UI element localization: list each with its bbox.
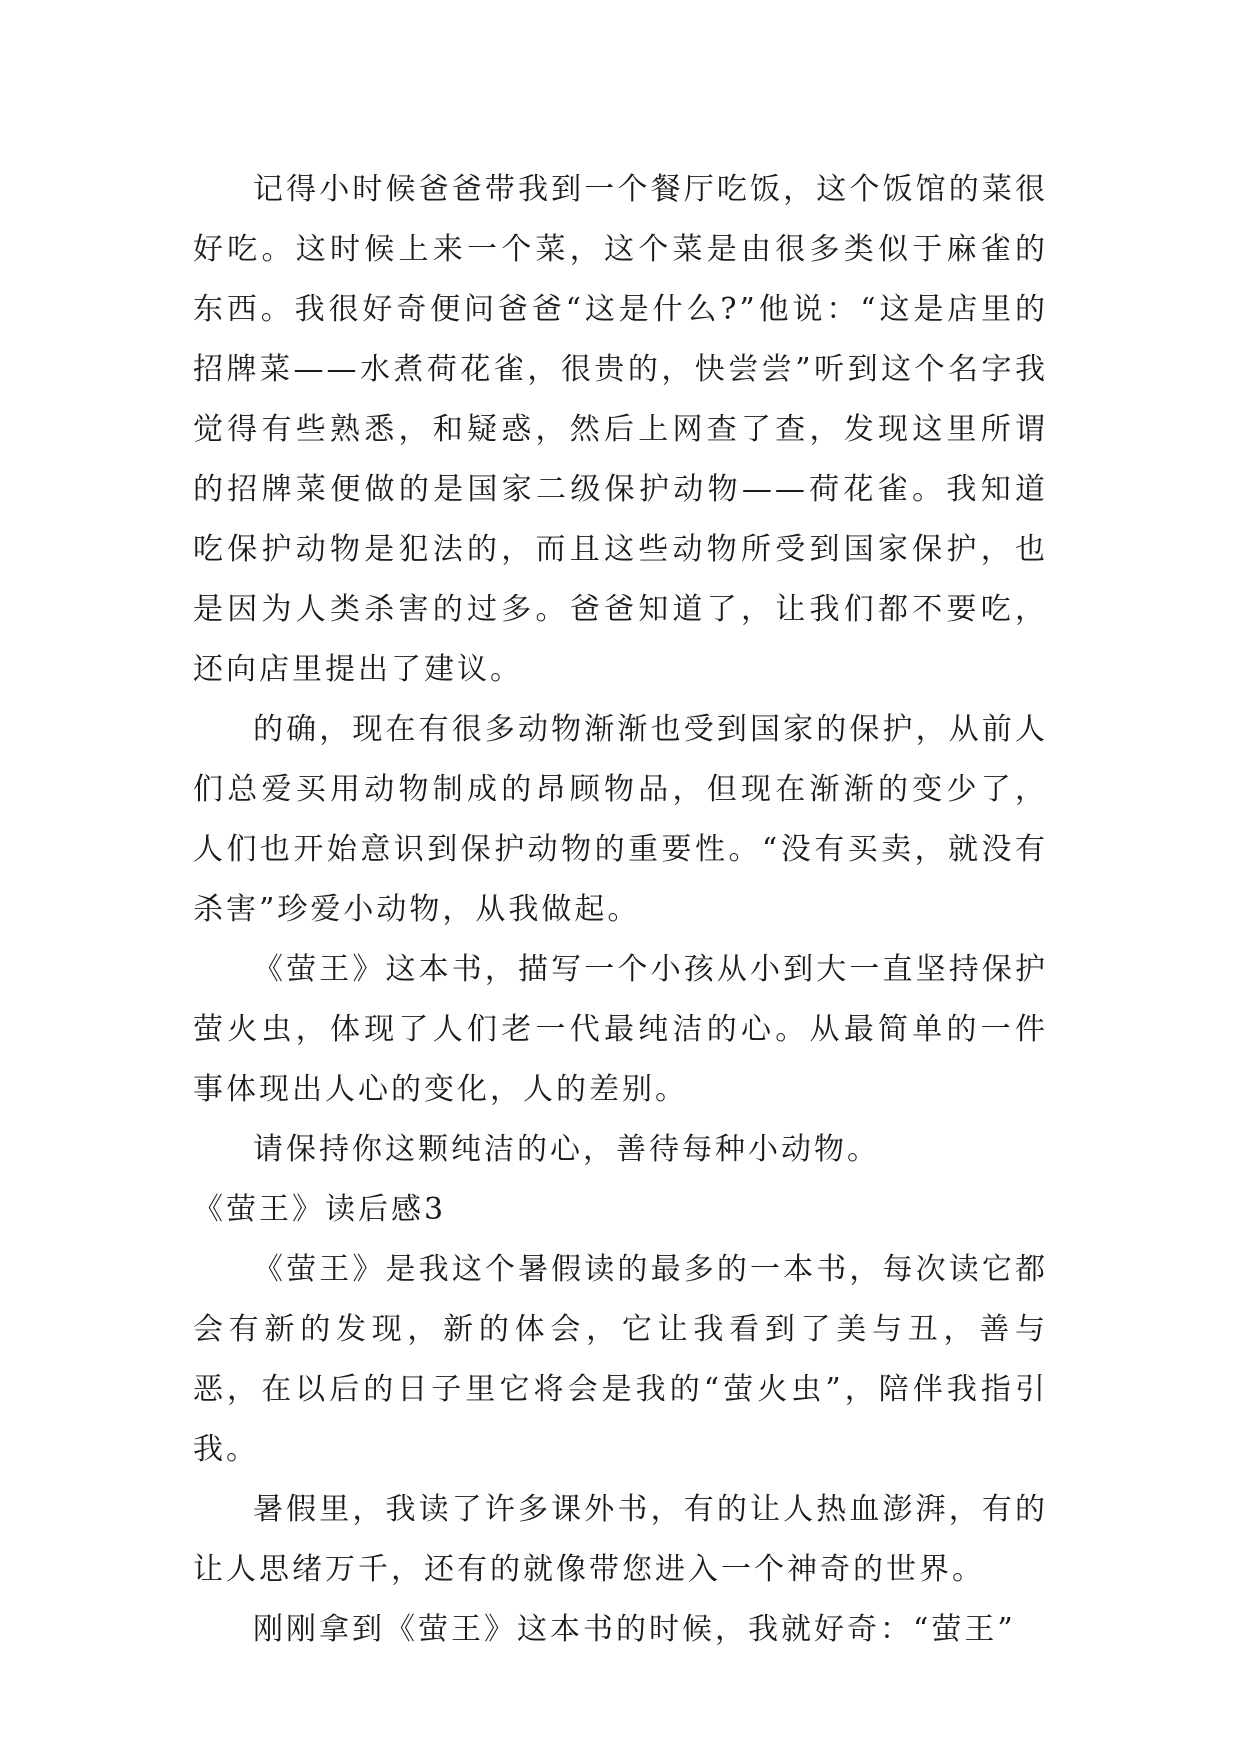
paragraph: 请保持你这颗纯洁的心，善待每种小动物。 (253, 1132, 880, 1167)
paragraph: 《萤王》这本书，描写一个小孩从小到大一直坚持保护萤火虫，体现了人们老一代最纯洁的心。从最简单的一件事体现出人心的变化，人的差别。 (193, 952, 1048, 1107)
paragraph: 刚刚拿到《萤王》这本书的时候，我就好奇：“萤王” (253, 1612, 1016, 1647)
paragraph: 的确，现在有很多动物渐渐也受到国家的保护，从前人们总爱买用动物制成的昂顾物品，但现在渐渐的变少了，人们也开始意识到保护动物的重要性。“没有买卖，就没有杀害”珍爱小动物，从我做起。 (193, 712, 1048, 927)
paragraph: 《萤王》是我这个暑假读的最多的一本书，每次读它都会有新的发现，新的体会，它让我看到了美与丑，善与恶，在以后的日子里它将会是我的“萤火虫”，陪伴我指引我。 (193, 1252, 1048, 1467)
document-body (193, 160, 1048, 1660)
paragraph: 暑假里，我读了许多课外书，有的让人热血澎湃，有的让人思绪万千，还有的就像带您进入一个神奇的世界。 (193, 1492, 1048, 1587)
paragraph: 记得小时候爸爸带我到一个餐厅吃饭，这个饭馆的菜很好吃。这时候上来一个菜，这个菜是由很多类似于麻雀的东西。我很好奇便问爸爸“这是什么?”他说：“这是店里的招牌菜——水煮荷花雀，很贵的，快尝尝”听到这个名字我觉得有些熟悉，和疑惑，然后上网查了查，发现这里所谓的招牌菜便做的是国家二级保护动物——荷花雀。我知道吃保护动物是犯法的，而且这些动物所受到国家保护，也是因为人类杀害的过多。爸爸知道了，让我们都不要吃，还向店里提出了建议。 (193, 172, 1048, 687)
section-heading: 《萤王》读后感3 (193, 1192, 447, 1227)
